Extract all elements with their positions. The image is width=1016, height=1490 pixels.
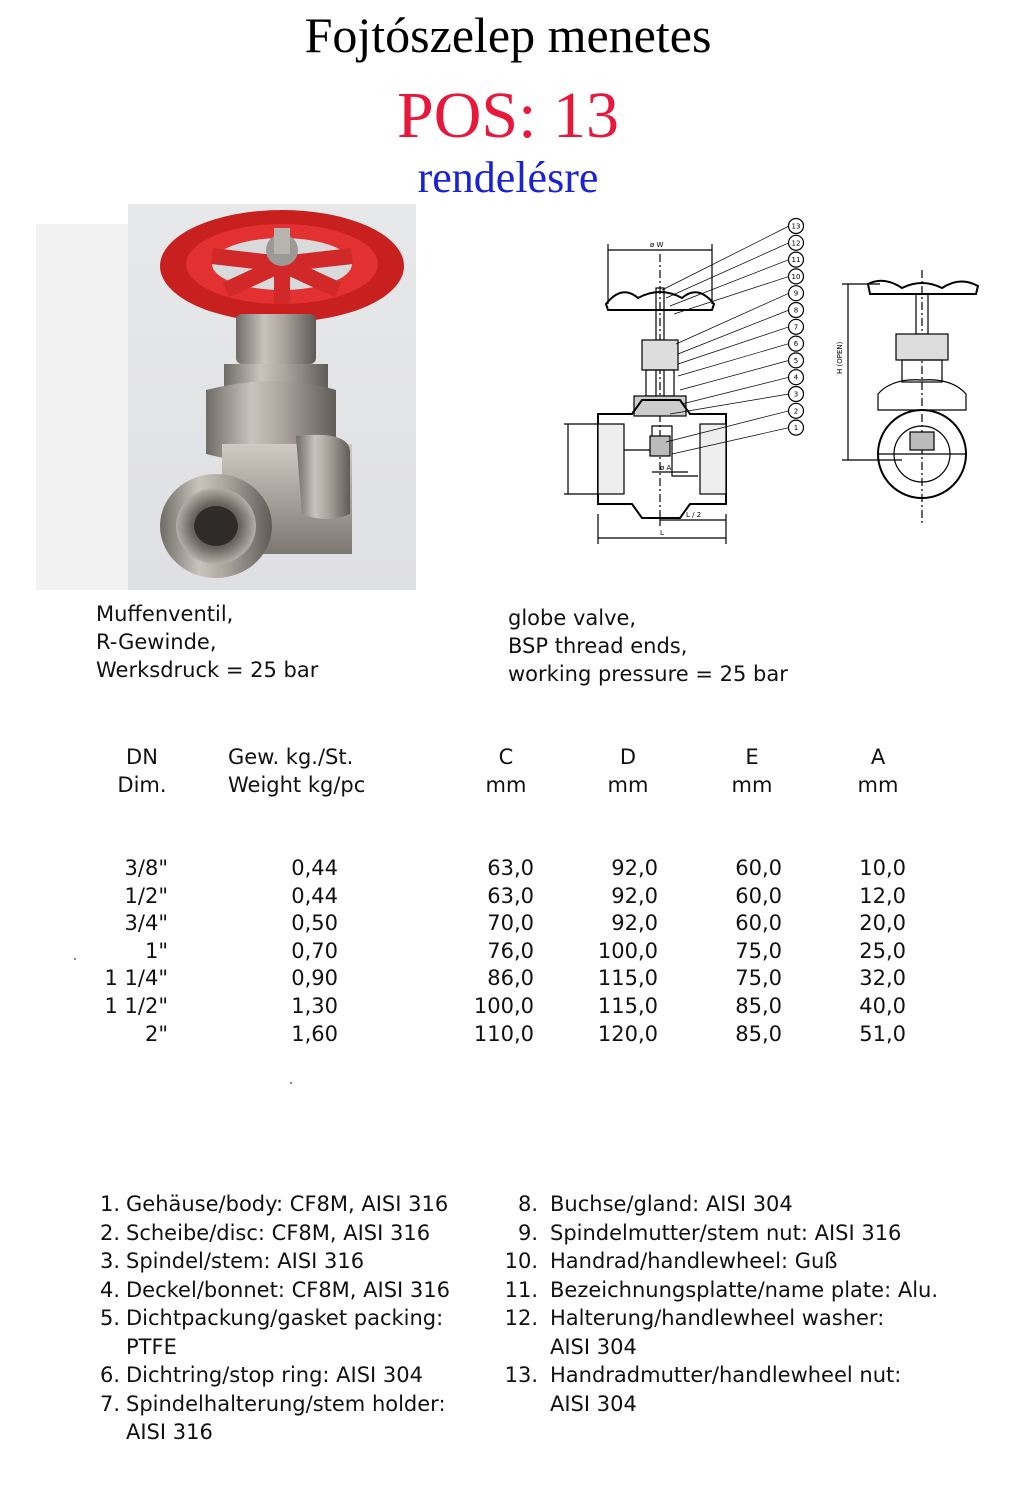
callout-leader (666, 243, 789, 298)
callout-leader (680, 360, 789, 390)
header-line: A (870, 745, 886, 769)
table-cell: 0,50 (291, 911, 338, 936)
parts-list-left (90, 1190, 490, 1447)
table-cell: 100,0 (597, 938, 658, 963)
table-cell: 1 1/4" (104, 966, 168, 991)
table-cell: 85,0 (735, 1021, 782, 1046)
description-german (96, 600, 318, 684)
table-cell: 92,0 (611, 856, 658, 880)
header-line: C (498, 745, 514, 769)
table-cell: 1" (144, 938, 168, 963)
dim-l2-label: L / 2 (686, 511, 702, 519)
table-cell: 1 1/2" (104, 993, 168, 1018)
column-a (824, 855, 906, 1048)
table-cell: 63,0 (487, 883, 534, 908)
description-line: Muffenventil, (96, 602, 234, 626)
table-cell: 0,44 (291, 883, 338, 908)
table-cell: 63,0 (487, 856, 534, 880)
table-cell: 10,0 (859, 856, 906, 880)
list-item: 5. Dichtpackung/gasket packing: PTFE (99, 1306, 444, 1359)
description-line: R-Gewinde, (96, 630, 217, 654)
callout-leader (676, 293, 789, 344)
callout-number: 9 (793, 289, 799, 298)
callout-leader (672, 428, 789, 454)
table-cell: 12,0 (859, 883, 906, 908)
table-cell: 86,0 (487, 966, 534, 991)
table-cell: 60,0 (735, 883, 782, 908)
callout-leader (662, 226, 789, 290)
table-cell: 20,0 (859, 911, 906, 936)
column-weight (270, 855, 338, 1048)
description-line: working pressure = 25 bar (508, 662, 788, 686)
table-cell: 1,30 (291, 993, 338, 1018)
table-cell: 115,0 (597, 993, 658, 1018)
table-cell: 60,0 (735, 911, 782, 936)
description-line: Werksdruck = 25 bar (96, 658, 319, 682)
table-cell: 115,0 (597, 966, 658, 991)
table-cell: 120,0 (597, 1021, 658, 1046)
header-d (596, 743, 660, 799)
parts-list-right (504, 1190, 1004, 1418)
page-title: Fojtószelep menetes (304, 7, 712, 63)
header-line: D (619, 745, 637, 769)
callout-number: 13 (791, 222, 801, 231)
header-line: mm (731, 773, 773, 797)
description-english (508, 604, 788, 688)
column-c (452, 855, 534, 1048)
header-line: Gew. kg./St. (228, 745, 354, 769)
column-d (576, 855, 658, 1048)
header-line: mm (607, 773, 649, 797)
order-note: rendelésre (417, 153, 599, 202)
callout-leader (682, 377, 789, 404)
header-dn (100, 743, 184, 799)
column-e (700, 855, 782, 1048)
callout-leader (678, 344, 789, 376)
column-dn (100, 855, 168, 1048)
list-item: 9. Spindelmutter/stem nut: AISI 316 (517, 1220, 902, 1245)
valve-photo (36, 204, 416, 590)
header-weight (228, 743, 398, 799)
table-cell: 0,44 (291, 856, 338, 880)
callout-number: 1 (793, 424, 799, 433)
header-line: mm (857, 773, 899, 797)
list-item: 7. Spindelhalterung/stem holder: AISI 316 (99, 1391, 446, 1444)
list-item: 12. Halterung/handlewheel washer: AISI 304 (504, 1306, 885, 1359)
header-line: E (745, 745, 759, 769)
table-cell: 92,0 (611, 883, 658, 908)
callout-number: 3 (793, 390, 799, 399)
description-line: globe valve, (508, 606, 637, 630)
callout-number: 10 (791, 272, 801, 281)
header-c (474, 743, 538, 799)
header-line: Weight kg/pc (228, 773, 366, 797)
callout-leader (678, 327, 789, 364)
table-cell: 110,0 (473, 1021, 534, 1046)
callout-number: 12 (791, 239, 801, 248)
table-cell: 75,0 (735, 966, 782, 991)
list-item: 11. Bezeichnungsplatte/name plate: Alu. (504, 1277, 939, 1302)
header-line: mm (485, 773, 527, 797)
position-number: POS: 13 (397, 79, 619, 152)
table-cell: 0,90 (291, 966, 338, 991)
list-item: 8. Buchse/gland: AISI 304 (517, 1192, 793, 1216)
callout-leader (670, 394, 789, 414)
callout-number: 7 (793, 323, 799, 332)
callout-leader (678, 310, 789, 354)
table-cell: 76,0 (487, 938, 534, 963)
table-cell: 0,70 (291, 938, 338, 963)
header-line: Dim. (117, 773, 167, 797)
dim-w-label: ø W (650, 241, 664, 249)
description-line: BSP thread ends, (508, 634, 688, 658)
dim-l-label: L (660, 529, 664, 537)
table-cell: 51,0 (859, 1021, 906, 1046)
table-cell: 85,0 (735, 993, 782, 1018)
list-item: 2. Scheibe/disc: CF8M, AISI 316 (99, 1220, 431, 1245)
callout-number: 11 (791, 256, 801, 265)
header-a (846, 743, 910, 799)
list-item: 1. Gehäuse/body: CF8M, AISI 316 (99, 1192, 449, 1216)
list-item: 10. Handrad/handlewheel: Guß (504, 1249, 838, 1273)
header-line: DN (126, 745, 158, 769)
table-cell: 3/4" (124, 911, 168, 936)
table-cell: 100,0 (473, 993, 534, 1018)
dim-a-label: ø A (660, 464, 672, 472)
table-cell: 2" (144, 1021, 168, 1046)
table-cell: 70,0 (487, 911, 534, 936)
callout-number: 2 (793, 407, 799, 416)
table-cell: 92,0 (611, 911, 658, 936)
table-cell: 3/8" (124, 856, 168, 880)
table-cell: 75,0 (735, 938, 782, 963)
callout-number: 5 (793, 356, 799, 365)
list-item: 4. Deckel/bonnet: CF8M, AISI 316 (99, 1277, 450, 1302)
table-cell: 60,0 (735, 856, 782, 880)
scan-speck (74, 958, 76, 960)
callout-number: 8 (793, 306, 799, 315)
technical-drawing (562, 214, 1002, 552)
scan-speck (290, 1082, 292, 1084)
callout-leader (670, 260, 789, 306)
list-item: 13. Handradmutter/handlewheel nut: AISI 304 (504, 1363, 902, 1416)
table-cell: 1/2" (124, 883, 168, 908)
table-cell: 40,0 (859, 993, 906, 1018)
callout-number: 4 (793, 373, 799, 382)
table-cell: 32,0 (859, 966, 906, 991)
callout-number: 6 (793, 340, 799, 349)
table-cell: 25,0 (859, 938, 906, 963)
list-item: 3. Spindel/stem: AISI 316 (99, 1249, 365, 1273)
header-e (720, 743, 784, 799)
dim-h-label: H (OPEN) (836, 341, 844, 374)
list-item: 6. Dichtring/stop ring: AISI 304 (99, 1363, 424, 1387)
table-cell: 1,60 (291, 1021, 338, 1046)
